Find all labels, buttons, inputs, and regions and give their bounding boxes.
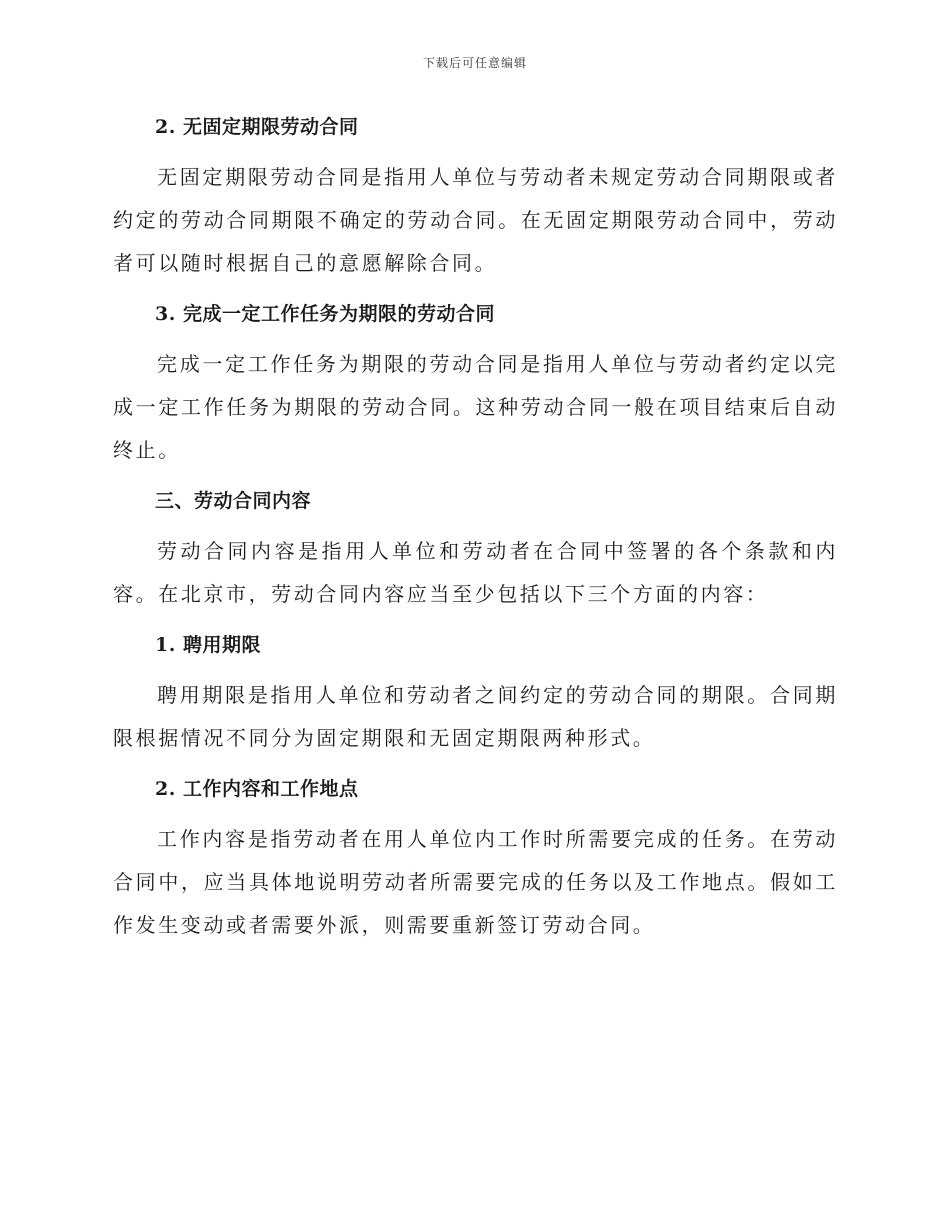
section-heading-fixed-term-none: 2. 无固定期限劳动合同 (155, 116, 359, 138)
section-heading-employment-term: 1. 聘用期限 (155, 634, 261, 656)
page-header: 下载后可任意编辑 (422, 56, 527, 70)
section-heading-contract-content: 三、劳动合同内容 (155, 490, 312, 512)
document-body (113, 112, 838, 961)
paragraph-employment-term: 聘用期限是指用人单位和劳动者之间约定的劳动合同的期限。合同期限根据情况不同分为固定期限和无固定期限两种形式。 (113, 683, 838, 750)
paragraph-contract-content: 劳动合同内容是指用人单位和劳动者在合同中签署的各个条款和内容。在北京市，劳动合同内容应当至少包括以下三个方面的内容： (113, 539, 838, 606)
paragraph-open-ended-contract: 无固定期限劳动合同是指用人单位与劳动者未规定劳动合同期限或者约定的劳动合同期限不确定的劳动合同。在无固定期限劳动合同中，劳动者可以随时根据自己的意愿解除合同。 (113, 165, 838, 275)
section-heading-task-based: 3. 完成一定工作任务为期限的劳动合同 (155, 303, 495, 325)
paragraph-task-based-contract: 完成一定工作任务为期限的劳动合同是指用人单位与劳动者约定以完成一定工作任务为期限的劳动合同。这种劳动合同一般在项目结束后自动终止。 (113, 352, 838, 462)
paragraph-work-content-location: 工作内容是指劳动者在用人单位内工作时所需要完成的任务。在劳动合同中，应当具体地说明劳动者所需要完成的任务以及工作地点。假如工作发生变动或者需要外派，则需要重新签订劳动合同。 (113, 827, 838, 937)
section-heading-work-content-location: 2. 工作内容和工作地点 (155, 778, 359, 800)
